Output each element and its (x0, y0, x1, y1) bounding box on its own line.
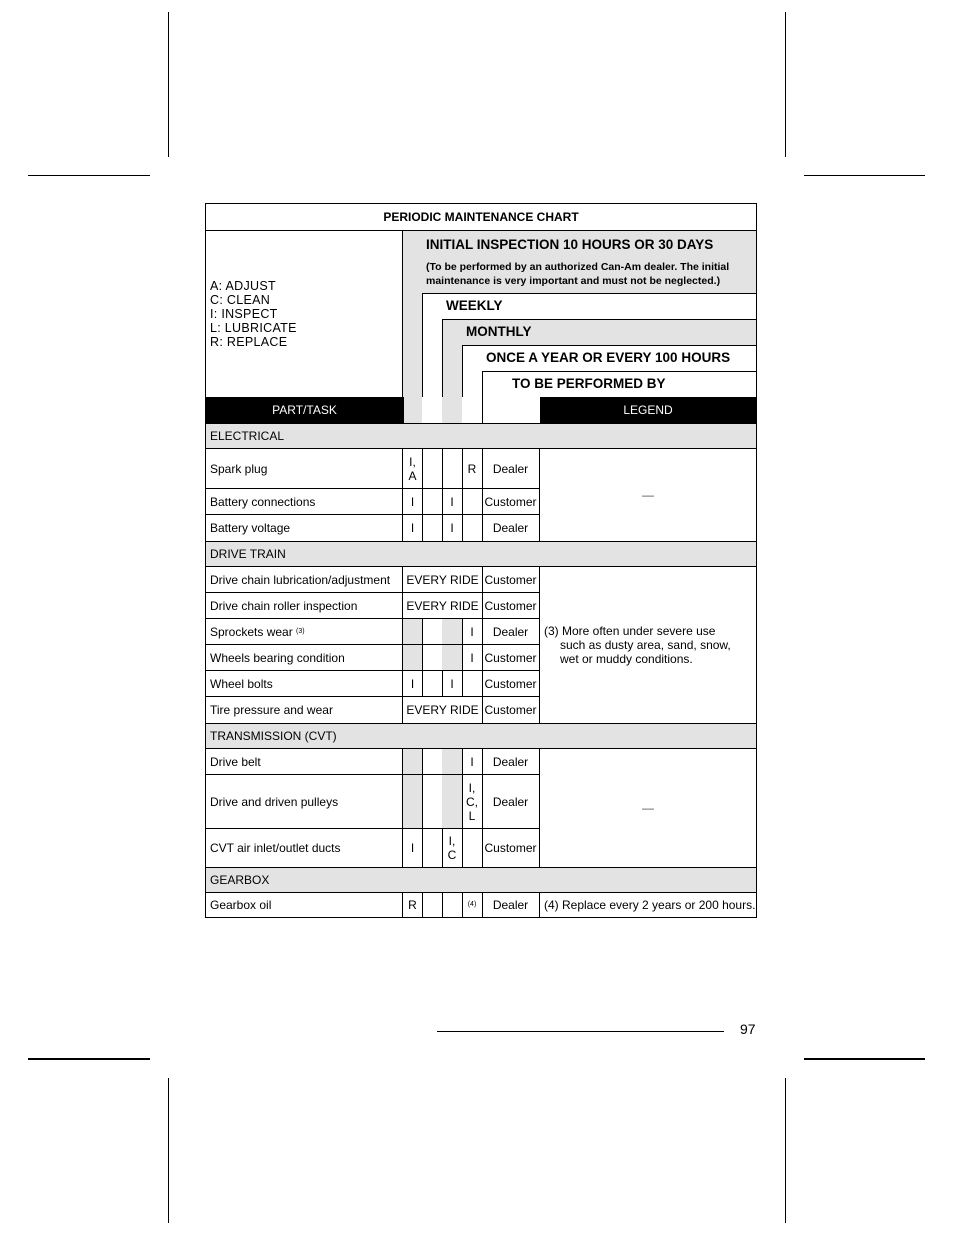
cell-weekly (422, 829, 443, 867)
cell-performed-by: Customer (482, 593, 540, 619)
crop-mark (804, 1058, 925, 1060)
cell-initial: I (403, 829, 423, 867)
table-row: Sprockets wear (3) (206, 619, 403, 645)
cell-yearly: I (462, 645, 483, 671)
cell-yearly (462, 829, 483, 867)
cell-performed-by: Customer (482, 697, 540, 723)
cell-every-ride: EVERY RIDE (403, 593, 483, 619)
cell-performed-by: Customer (482, 567, 540, 593)
part-task-header: PART/TASK (206, 397, 403, 423)
cell-weekly (422, 489, 443, 515)
cell-weekly (422, 619, 443, 645)
cell-weekly (422, 749, 443, 775)
cell-performed-by: Dealer (482, 775, 540, 829)
cell-yearly (462, 489, 483, 515)
cell-performed-by: Customer (482, 489, 540, 515)
cell-weekly (422, 671, 443, 697)
crop-mark (168, 1078, 169, 1223)
table-row: Drive belt (206, 749, 403, 775)
yearly-header: ONCE A YEAR OR EVERY 100 HOURS (486, 350, 731, 365)
footer-rule (437, 1031, 724, 1032)
cell-weekly (422, 449, 443, 489)
cell-monthly: I (442, 515, 463, 541)
table-row: Battery voltage (206, 515, 403, 541)
crop-mark (28, 175, 150, 176)
initial-inspection-header: INITIAL INSPECTION 10 HOURS OR 30 DAYS (426, 236, 714, 252)
legend-adjust: A: ADJUST (210, 279, 276, 293)
cell-initial: I (403, 515, 423, 541)
crop-mark (168, 12, 169, 157)
cell-yearly (462, 515, 483, 541)
table-row: Drive chain lubrication/adjustment (206, 567, 403, 593)
cell-yearly: I (462, 749, 483, 775)
cell-monthly (442, 749, 463, 775)
cell-performed-by: Dealer (482, 893, 540, 917)
cell-monthly (442, 449, 463, 489)
table-row: Wheels bearing condition (206, 645, 403, 671)
section-transmission: TRANSMISSION (CVT) (206, 723, 756, 749)
maintenance-chart (205, 203, 757, 918)
legend-note-gearbox: (4) Replace every 2 years or 200 hours. (544, 898, 756, 912)
cell-monthly (442, 619, 463, 645)
cell-performed-by: Customer (482, 829, 540, 867)
cell-performed-by: Customer (482, 645, 540, 671)
cell-yearly: I (462, 619, 483, 645)
cell-weekly (422, 775, 443, 829)
legend-lubricate: L: LUBRICATE (210, 321, 297, 335)
legend-header: LEGEND (540, 397, 756, 423)
cell-performed-by: Dealer (482, 515, 540, 541)
table-row: Drive chain roller inspection (206, 593, 403, 619)
cell-monthly (442, 775, 463, 829)
cell-weekly (422, 893, 443, 917)
table-row: Spark plug (206, 449, 403, 489)
table-row: Battery connections (206, 489, 403, 515)
crop-mark (785, 12, 786, 157)
initial-inspection-note: (To be performed by an authorized Can-Am dealer. The initial maintenance is very important and must not be neglected.) (426, 261, 730, 287)
cell-monthly (442, 893, 463, 917)
table-row: Wheel bolts (206, 671, 403, 697)
table-row: Drive and driven pulleys (206, 775, 403, 829)
page-number: 97 (740, 1021, 756, 1037)
monthly-header: MONTHLY (466, 324, 532, 339)
performed-by-header: TO BE PERFORMED BY (512, 376, 666, 391)
separator (422, 397, 443, 423)
legend-list (206, 231, 403, 397)
legend-clean: C: CLEAN (210, 293, 271, 307)
cell-yearly: I, C, L (462, 775, 483, 829)
cell-monthly: I, C (442, 829, 463, 867)
cell-yearly (462, 671, 483, 697)
legend-note-transmission: — (642, 801, 654, 815)
cell-initial: R (403, 893, 423, 917)
legend-note-drive-train: (3) More often under severe use such as dusty area, sand, snow, wet or muddy conditions. (544, 624, 731, 666)
cell-yearly: R (462, 449, 483, 489)
section-gearbox: GEARBOX (206, 867, 756, 893)
cell-performed-by: Dealer (482, 749, 540, 775)
cell-performed-by: Dealer (482, 619, 540, 645)
legend-inspect: I: INSPECT (210, 307, 278, 321)
crop-mark (785, 1078, 786, 1223)
section-electrical: ELECTRICAL (206, 423, 756, 449)
cell-monthly: I (442, 671, 463, 697)
cell-initial (403, 749, 423, 775)
table-row: Tire pressure and wear (206, 697, 403, 723)
separator (403, 397, 423, 423)
crop-mark (804, 175, 925, 176)
weekly-header: WEEKLY (446, 298, 503, 313)
cell-initial: I (403, 489, 423, 515)
cell-weekly (422, 515, 443, 541)
cell-monthly (442, 645, 463, 671)
cell-initial (403, 645, 423, 671)
separator (462, 397, 482, 423)
cell-yearly: (4) (462, 893, 483, 917)
chart-title: PERIODIC MAINTENANCE CHART (206, 204, 756, 231)
legend-note-electrical: — (642, 488, 654, 502)
cell-weekly (422, 645, 443, 671)
cell-initial: I, A (403, 449, 423, 489)
table-row: CVT air inlet/outlet ducts (206, 829, 403, 867)
cell-every-ride: EVERY RIDE (403, 697, 483, 723)
performed-by-column-head (482, 397, 540, 423)
separator (442, 397, 463, 423)
legend-replace: R: REPLACE (210, 335, 288, 349)
section-drive-train: DRIVE TRAIN (206, 541, 756, 567)
cell-performed-by: Customer (482, 671, 540, 697)
cell-initial: I (403, 671, 423, 697)
cell-initial (403, 775, 423, 829)
crop-mark (28, 1058, 150, 1060)
cell-monthly: I (442, 489, 463, 515)
cell-every-ride: EVERY RIDE (403, 567, 483, 593)
cell-initial (403, 619, 423, 645)
cell-performed-by: Dealer (482, 449, 540, 489)
table-row: Gearbox oil (206, 893, 403, 917)
